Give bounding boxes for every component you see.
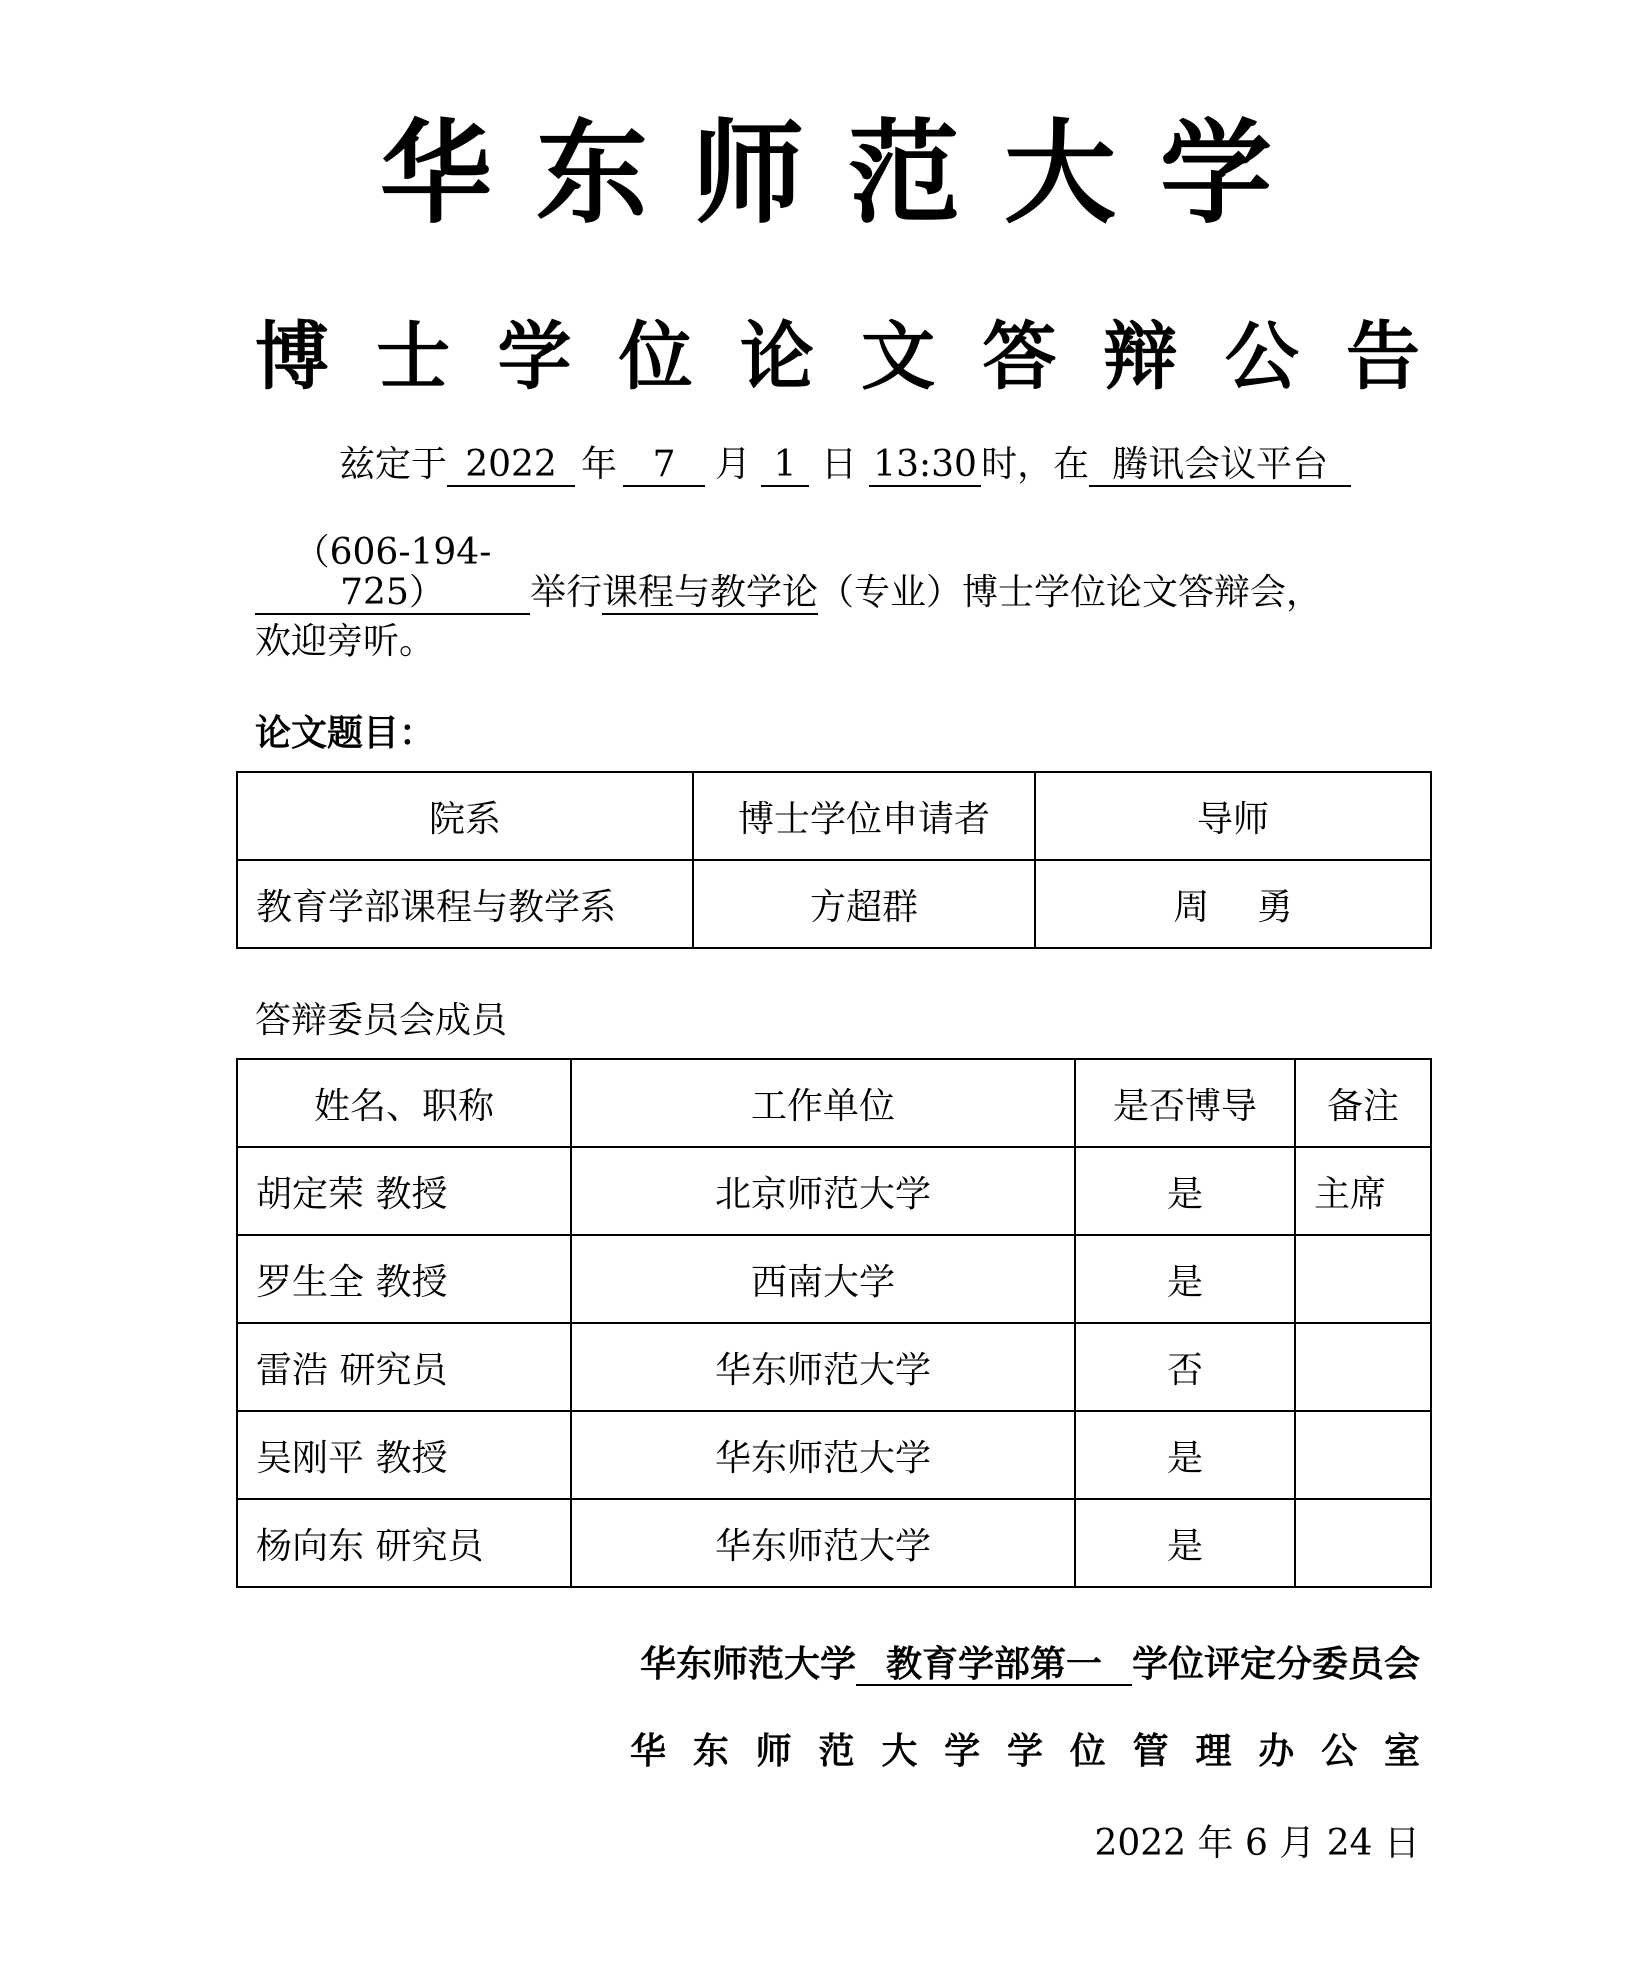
- member-supervisor-cell: 否: [1075, 1323, 1295, 1411]
- office-char: 学: [1006, 1730, 1043, 1772]
- defense-month: 7: [623, 445, 705, 487]
- table-row: [237, 1323, 1431, 1411]
- month-unit: 月: [715, 444, 752, 485]
- office-char: 室: [1383, 1730, 1420, 1772]
- member-note-cell: [1295, 1411, 1431, 1499]
- table-header-row: [237, 772, 1431, 860]
- table-header-row: [237, 1059, 1431, 1147]
- member-supervisor-cell: 是: [1075, 1411, 1295, 1499]
- office-char: 范: [818, 1730, 855, 1772]
- member-name-cell: 吴刚平 教授: [237, 1411, 571, 1499]
- header-cell: 姓名、职称: [237, 1059, 571, 1147]
- office-char: 东: [692, 1730, 729, 1772]
- time-unit: 时，在: [981, 444, 1090, 485]
- title-char: 论: [739, 314, 814, 400]
- notice-intro: 兹定于: [339, 444, 448, 485]
- held-text: 举行: [530, 572, 603, 613]
- thesis-title-label: 论文题目：: [255, 712, 436, 754]
- major-suffix: （专业）博士学位论文答辩会，: [818, 572, 1323, 613]
- office-char: 师: [755, 1730, 792, 1772]
- office-char: 管: [1132, 1730, 1169, 1772]
- title-char: 学: [497, 314, 572, 400]
- university-title: 华东师范大学: [380, 108, 1316, 239]
- member-unit-cell: 华东师范大学: [571, 1411, 1075, 1499]
- applicant-table: [236, 771, 1432, 949]
- member-unit-cell: 华东师范大学: [571, 1323, 1075, 1411]
- title-char: 位: [618, 314, 693, 400]
- member-name-cell: 罗生全 教授: [237, 1235, 571, 1323]
- member-supervisor-cell: 是: [1075, 1147, 1295, 1235]
- table-row: [237, 1411, 1431, 1499]
- title-char: 告: [1345, 314, 1420, 400]
- member-name-cell: 雷浩 研究员: [237, 1323, 571, 1411]
- supervisor-cell: 周 勇: [1035, 860, 1431, 948]
- signature-university: 华东师范大学: [639, 1643, 856, 1685]
- signature-committee-name: 学位评定分委员会: [1131, 1643, 1420, 1685]
- department-cell: 教育学部课程与教学系: [237, 860, 693, 948]
- table-row: [237, 1499, 1431, 1587]
- member-name-cell: 胡定荣 教授: [237, 1147, 571, 1235]
- table-row: [237, 1235, 1431, 1323]
- document-title: [255, 314, 1420, 400]
- defense-day: 1: [761, 445, 809, 487]
- committee-label: 答辩委员会成员: [255, 1000, 508, 1041]
- office-char: 学: [944, 1730, 981, 1772]
- signature-office: [630, 1723, 1420, 1774]
- defense-venue: 腾讯会议平台: [1089, 445, 1351, 487]
- member-name-cell: 杨向东 研究员: [237, 1499, 571, 1587]
- header-cell: 工作单位: [571, 1059, 1075, 1147]
- office-char: 理: [1195, 1730, 1232, 1772]
- member-unit-cell: 西南大学: [571, 1235, 1075, 1323]
- major-name: 课程与教学论: [602, 572, 819, 613]
- title-char: 公: [1224, 314, 1299, 400]
- member-note-cell: 主席: [1295, 1147, 1431, 1235]
- title-char: 士: [376, 314, 451, 400]
- office-char: 华: [630, 1730, 667, 1772]
- meeting-id: （606-194-725）: [255, 533, 530, 615]
- member-note-cell: [1295, 1499, 1431, 1587]
- signature-department: 教育学部第一: [856, 1644, 1132, 1686]
- title-char: 答: [982, 314, 1057, 400]
- title-char: 辩: [1103, 314, 1178, 400]
- year-unit: 年: [581, 444, 618, 485]
- notice-line-2: [255, 533, 1420, 615]
- defense-time: 13:30: [869, 445, 981, 487]
- header-cell: 备注: [1295, 1059, 1431, 1147]
- office-char: 公: [1321, 1730, 1358, 1772]
- member-note-cell: [1295, 1323, 1431, 1411]
- notice-line-1: [255, 443, 1420, 487]
- day-unit: 日: [821, 444, 858, 485]
- office-char: 办: [1258, 1730, 1295, 1772]
- defense-year: 2022: [447, 445, 575, 487]
- header-cell: 院系: [237, 772, 693, 860]
- office-char: 位: [1069, 1730, 1106, 1772]
- header-cell: 博士学位申请者: [693, 772, 1035, 860]
- header-cell: 是否博导: [1075, 1059, 1295, 1147]
- committee-table: [236, 1058, 1432, 1588]
- table-row: [237, 860, 1431, 948]
- member-unit-cell: 华东师范大学: [571, 1499, 1075, 1587]
- header-cell: 导师: [1035, 772, 1431, 860]
- office-char: 大: [881, 1730, 918, 1772]
- applicant-cell: 方超群: [693, 860, 1035, 948]
- member-supervisor-cell: 是: [1075, 1499, 1295, 1587]
- notice-welcome: 欢迎旁听。: [255, 621, 436, 662]
- title-char: 文: [861, 314, 936, 400]
- title-char: 博: [255, 314, 329, 400]
- member-supervisor-cell: 是: [1075, 1235, 1295, 1323]
- member-note-cell: [1295, 1235, 1431, 1323]
- member-unit-cell: 北京师范大学: [571, 1147, 1075, 1235]
- signature-committee: [640, 1636, 1420, 1687]
- table-row: [237, 1147, 1431, 1235]
- announcement-date: 2022 年 6 月 24 日: [1094, 1823, 1420, 1864]
